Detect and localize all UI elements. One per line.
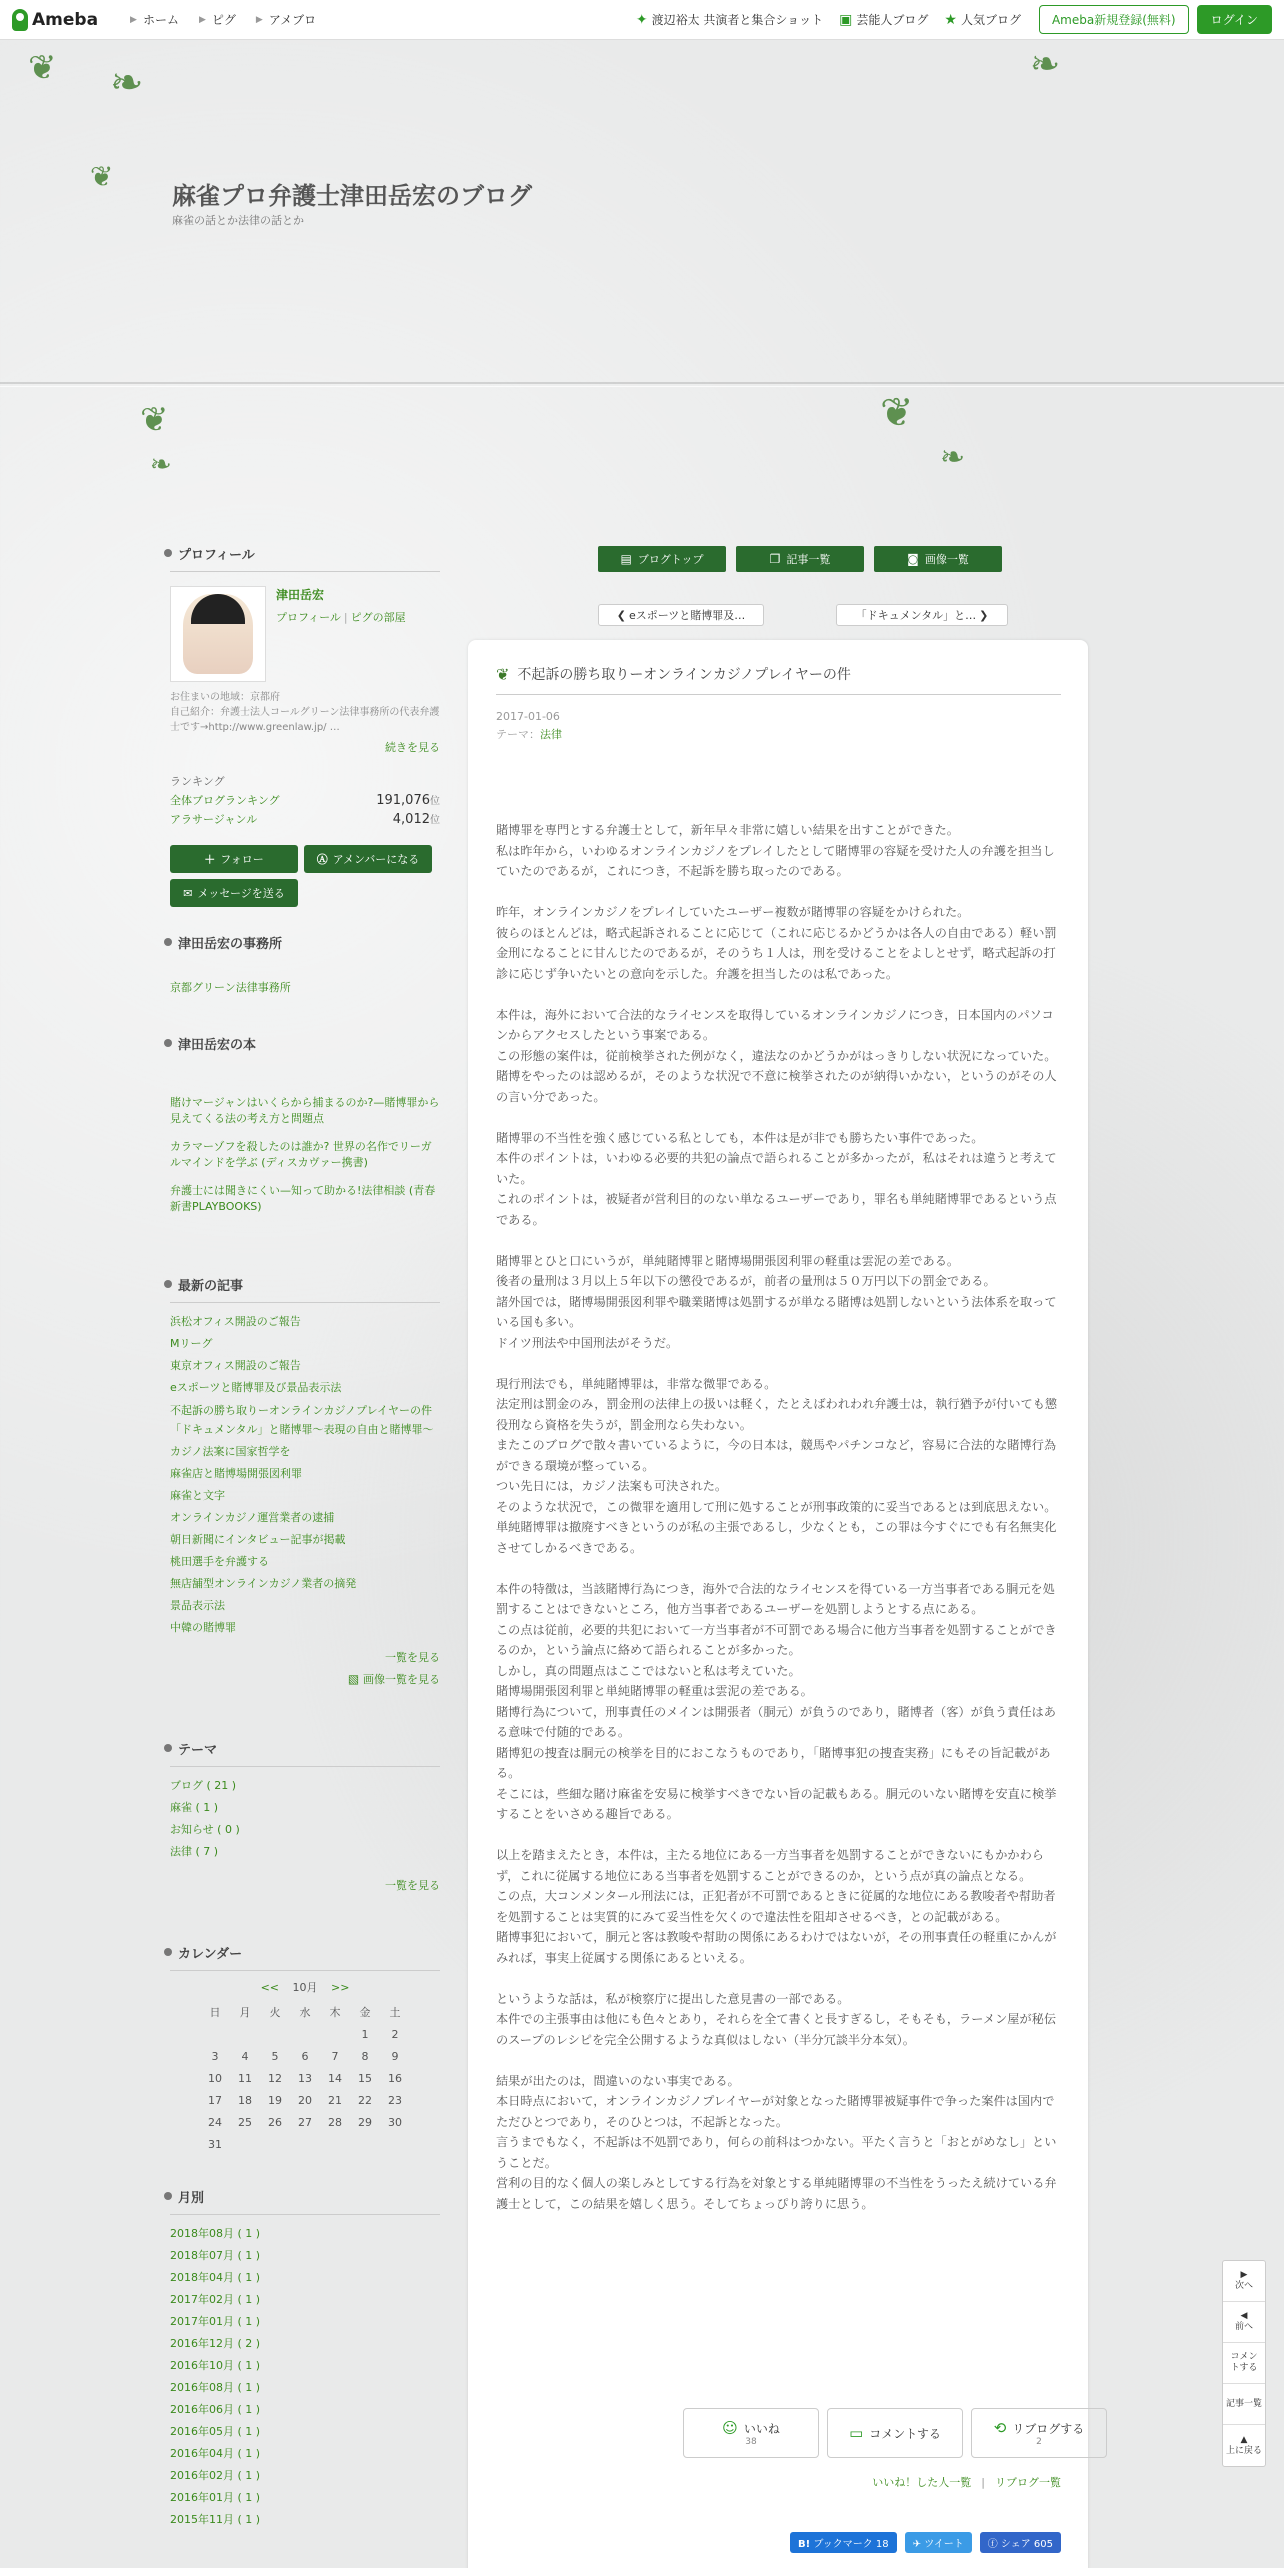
- top-bar: [0, 0, 1284, 40]
- message-label: メッセージを送る: [197, 887, 285, 900]
- amember-label: アメンバーになる: [332, 853, 420, 866]
- blog-title[interactable]: 麻雀プロ弁護士津田岳宏のブログ: [172, 182, 532, 210]
- floating-nav: [1222, 2260, 1266, 2467]
- triangle-icon: ▶: [198, 14, 206, 25]
- calendar-weekday: 火: [269, 2006, 281, 2019]
- month-archive-link[interactable]: 2018年07月 ( 1 ): [170, 2249, 261, 2262]
- calendar-weekday: 水: [299, 2006, 311, 2019]
- profile-link[interactable]: プロフィール: [276, 611, 341, 624]
- chat-icon: ▣: [839, 11, 853, 28]
- calendar-day: 24: [208, 2115, 222, 2129]
- reblog-list-link[interactable]: リブログ一覧: [995, 2476, 1061, 2489]
- calendar-day: 5: [271, 2049, 279, 2063]
- facebook-share-button[interactable]: [980, 2532, 1061, 2553]
- ameba-logo[interactable]: [12, 9, 98, 31]
- calendar-header: [170, 1979, 440, 1995]
- float-articles-button[interactable]: [1223, 2384, 1265, 2425]
- image-icon: ▧: [347, 1672, 360, 1686]
- play-icon: ▶: [1240, 2270, 1248, 2280]
- profile-heading: プロフィール: [170, 540, 440, 572]
- books-heading: 津田岳宏の本: [170, 1030, 440, 1061]
- calendar-day: 28: [328, 2115, 342, 2129]
- reaction-buttons: [683, 2408, 1115, 2458]
- calendar-day: [230, 2133, 260, 2155]
- article-paragraph: というような話は，私が検察庁に提出した意見書の一部である。 本件での主張事由は他にも色々とあり，それらを全て書くと長すぎるし，そもそも，ラーメン屋が秘伝のスープのレシピを完全公開するような真似はしない（半分冗談半分本気）。: [496, 1991, 1057, 2047]
- recent-post-link[interactable]: 朝日新聞にインタビュー記事が掲載: [170, 1533, 346, 1546]
- popular-blog-label: 人気ブログ: [960, 13, 1021, 27]
- amember-button[interactable]: [304, 845, 432, 873]
- calendar-day: 21: [328, 2093, 342, 2107]
- celeb-blog-label: 芸能人ブログ: [856, 13, 929, 27]
- profile-area: お住まいの地域：京都府: [170, 692, 280, 703]
- comment-icon: ▭: [849, 2424, 864, 2442]
- top-right: [620, 5, 1284, 34]
- star-icon: ✦: [635, 11, 648, 28]
- nav-home[interactable]: [130, 11, 179, 28]
- rank-unit: 位: [430, 815, 440, 826]
- theme-label: テーマ：: [496, 728, 540, 741]
- article-theme: [496, 726, 562, 742]
- recent-more-link[interactable]: 一覧を見る: [385, 1651, 440, 1664]
- calendar-day: 15: [358, 2071, 372, 2085]
- calendar-day: 16: [388, 2071, 402, 2085]
- calendar-day: 26: [268, 2115, 282, 2129]
- rank-unit: 位: [430, 796, 440, 807]
- article-paragraph: 本件は，海外において合法的なライセンスを取得しているオンラインカジノにつき，日本国内のパソコンからアクセスしたという事案である。 この形態の案件は，従前検挙された例がなく，違法なのかどうかがはっきりしない状況になっていた。 賭博をやったのは認めるが，そのような状況で不意に検挙されたのが納得いかない，というのがその人の言い分であった。: [496, 1007, 1057, 1104]
- calendar-day: 25: [238, 2115, 252, 2129]
- theme-link[interactable]: お知らせ ( 0 ): [170, 1823, 240, 1836]
- liked-users-link[interactable]: いいね！した人一覧: [872, 2476, 972, 2489]
- message-button[interactable]: [170, 879, 298, 907]
- book-link[interactable]: カラマーゾフを殺したのは誰か? 世界の名作でリーガルマインドを学ぶ (ディスカヴァー携書): [170, 1140, 432, 1169]
- reblog-label: リブログする: [1012, 2421, 1085, 2436]
- reblog-button[interactable]: [971, 2408, 1107, 2458]
- calendar-prev[interactable]: <<: [260, 1981, 279, 1994]
- trending-link[interactable]: [636, 11, 823, 28]
- calendar-day: [320, 2023, 350, 2045]
- reblog-count: 2: [1036, 2437, 1042, 2447]
- profile-more-link[interactable]: 続きを見る: [385, 741, 440, 754]
- wall-divider: [0, 382, 1284, 384]
- blog-nav: [598, 546, 1012, 572]
- month-archive-link[interactable]: 2016年08月 ( 1 ): [170, 2381, 261, 2394]
- reaction-links: [872, 2474, 1061, 2490]
- calendar-day: [320, 2133, 350, 2155]
- triangle-icon: ▶: [255, 14, 263, 25]
- popular-blog-link[interactable]: [944, 11, 1021, 28]
- prev-article-link[interactable]: [598, 604, 764, 626]
- avatar[interactable]: [170, 586, 266, 682]
- profile-meta: [170, 690, 440, 735]
- bookmark-label: ブックマーク: [813, 2539, 873, 2550]
- nav-home-label: ホーム: [142, 13, 179, 27]
- hatena-icon: B!: [798, 2539, 811, 2550]
- article-title-row: [496, 664, 1061, 695]
- calendar-day: [260, 2133, 290, 2155]
- recent-post-link[interactable]: オンラインカジノ運営業者の逮捕: [170, 1511, 335, 1524]
- monthly-archive: [170, 2183, 440, 2531]
- copy-icon: ❐: [769, 552, 781, 566]
- calendar-day: 13: [298, 2071, 312, 2085]
- article-paragraph: 昨年，オンラインカジノをプレイしていたユーザー複数が賭博罪の容疑をかけられた。 彼らのほとんどは，略式起訴されることに応じて（これに応じるかどうかは各人の自由である）軽い罰金刑になることに甘んじたのであるが，そのうち１人は，刑を受けることをよしとせず，略式起訴の打診に応じず争いたいとの意向を示した。弁護を担当したのは私であった。: [496, 905, 1057, 981]
- fb-share-label: シェア: [1000, 2539, 1031, 2550]
- article-list-button[interactable]: [736, 546, 864, 572]
- article-list-label: 記事一覧: [786, 553, 831, 566]
- plus-icon: ＋: [204, 853, 216, 866]
- ivy-decoration: ❧: [110, 60, 144, 106]
- nav-pig[interactable]: [199, 11, 236, 28]
- article-paragraph: 現行刑法でも，単純賭博罪は，非常な微罪である。 法定刑は罰金のみ，罰金刑の法律上の扱いは軽く，たとえばわれわれ弁護士は，執行猶予が付いても懲役刑なら資格を失うが，罰金刑なら失わない。 またこのブログで散々書いているように，今の日本は，競馬やパチンコなど，容易に合法的な賭博行為ができる環境が整っている。 つい先日には，カジノ法案も可決された。 そのような状況で，この微罪を適用して刑に処することが刑事政策的に妥当であるとは到底思えない。 単純賭博罪は撤廃すべきというのが私の主張であるし，少なくとも，この罪は今すぐにでも有名無実化させてしかるべきである。: [496, 1376, 1058, 1555]
- follow-row: [170, 845, 440, 873]
- celeb-blog-link[interactable]: [839, 11, 928, 28]
- ranking-label: ランキング: [170, 775, 225, 788]
- rank-all-row: [170, 792, 440, 808]
- calendar-day: 11: [238, 2071, 252, 2085]
- float-prev-label: 前へ: [1234, 2322, 1253, 2332]
- ivy-decoration: ❧: [1030, 44, 1061, 85]
- ivy-decoration: ❦: [28, 48, 57, 88]
- theme-link[interactable]: 法律: [540, 728, 562, 741]
- profile-info: [276, 586, 406, 682]
- mail-icon: ✉: [183, 886, 193, 900]
- login-button[interactable]: ログイン: [1197, 5, 1272, 34]
- calendar-heading: カレンダー: [170, 1939, 440, 1971]
- recent-post-link[interactable]: 浜松オフィス開設のご報告: [170, 1315, 301, 1328]
- calendar-day: [230, 2023, 260, 2045]
- recent-post-link[interactable]: 麻雀と文字: [170, 1489, 225, 1502]
- calendar-day: 7: [331, 2049, 339, 2063]
- calendar-day: 1: [361, 2027, 369, 2041]
- month-archive-link[interactable]: 2016年04月 ( 1 ): [170, 2447, 261, 2460]
- theme-link[interactable]: ブログ ( 21 ): [170, 1779, 237, 1792]
- ranking: [170, 773, 440, 827]
- float-prev-button[interactable]: [1223, 2302, 1265, 2343]
- profile-links: [276, 609, 406, 625]
- calendar-day: 8: [361, 2049, 369, 2063]
- calendar-weekday: 月: [239, 2006, 251, 2019]
- ivy-decoration: ❦: [90, 160, 114, 193]
- article: [468, 640, 1088, 2568]
- float-comment-button[interactable]: [1223, 2343, 1265, 2384]
- register-button[interactable]: Ameba新規登録(無料): [1039, 5, 1189, 34]
- article-body: [496, 820, 1061, 2235]
- next-article-link[interactable]: [836, 604, 1008, 626]
- article-title: 不起訴の勝ち取りーオンラインカジノプレイヤーの件: [517, 667, 851, 683]
- calendar-day: 19: [268, 2093, 282, 2107]
- recent-post-link[interactable]: 不起訴の勝ち取りーオンラインカジノプレイヤーの件: [170, 1404, 433, 1417]
- avatar-image: [183, 594, 253, 674]
- float-top-label: 上に戻る: [1225, 2445, 1262, 2456]
- office-heading: 津田岳宏の事務所: [170, 929, 440, 960]
- article-paragraph: 結果が出たのは，間違いのない事実である。 本日時点において，オンラインカジノプレイヤーが対象となった賭博罪被疑事件で争った案件は国内でただひとつであり，そのひとつは，不起訴となった。 言うまでもなく，不起訴は不処罰であり，何らの前科はつかない。平たく言うと「おとがめなし」ということだ。 営利の目的なく個人の楽しみとしてする行為を対象とする単純賭博罪の不当性をうったえ続けている弁護士として，この結果を嬉しく思う。そしてちょっぴり誇りに思う。: [496, 2073, 1057, 2211]
- article-date: 2017-01-06: [496, 710, 560, 723]
- theme-heading: テーマ: [170, 1735, 440, 1767]
- rank-genre-value: 4,012: [392, 812, 430, 827]
- prev-article-label: eスポーツと賭博罪及…: [628, 609, 746, 622]
- ivy-decoration: ❧: [940, 440, 966, 475]
- play-back-icon: ◀: [1240, 2311, 1248, 2321]
- twitter-icon: ✈: [912, 2539, 922, 2550]
- float-top-button[interactable]: [1223, 2425, 1265, 2466]
- amember-icon: Ⓐ: [316, 853, 328, 866]
- arrow-up-icon: ▲: [1240, 2434, 1248, 2445]
- calendar-day: 2: [391, 2027, 399, 2041]
- like-count: 38: [745, 2437, 757, 2447]
- article-paragraph: 賭博罪の不当性を強く感じている私としても，本件は是が非でも勝ちたい事件であった。 本件のポイントは，いわゆる必要的共犯の論点で語られることが多かったが，私はそれは違うと考えていた。 これのポイントは，被疑者が営利目的のない単なるユーザーであり，罪名も単純賭博罪であるという点である。: [496, 1130, 1057, 1227]
- themes: [170, 1735, 440, 1897]
- recent-post-link[interactable]: 「ドキュメンタル」と賭博罪～表現の自由と賭博罪～: [170, 1423, 434, 1436]
- logo-text: Ameba: [32, 9, 99, 30]
- tweet-label: ツイート: [924, 2539, 964, 2550]
- image-list-button[interactable]: [874, 546, 1002, 572]
- document-icon: ▤: [620, 552, 632, 566]
- month-archive-link[interactable]: 2017年01月 ( 1 ): [170, 2315, 261, 2328]
- recent-posts: [170, 1271, 440, 1691]
- rank-all-value: 191,076: [376, 793, 430, 808]
- nav-ameblo[interactable]: [256, 11, 316, 28]
- recent-post-link[interactable]: 景品表示法: [170, 1599, 225, 1612]
- blog-top-button[interactable]: [598, 546, 726, 572]
- calendar-day: [290, 2133, 320, 2155]
- calendar: [170, 1939, 440, 2155]
- calendar-day: [260, 2023, 290, 2045]
- calendar-next[interactable]: >>: [331, 1981, 350, 1994]
- recent-post-link[interactable]: 麻雀店と賭博場開張図利罪: [170, 1467, 302, 1480]
- calendar-day: 30: [388, 2115, 402, 2129]
- ivy-decoration: ❦: [880, 390, 914, 436]
- like-label: いいね: [743, 2421, 780, 2436]
- calendar-day: 9: [391, 2049, 399, 2063]
- calendar-weekday: 金: [359, 2006, 371, 2019]
- theme-more-link[interactable]: 一覧を見る: [385, 1879, 440, 1892]
- month-archive-link[interactable]: 2016年01月 ( 1 ): [170, 2491, 261, 2504]
- recent-post-link[interactable]: 桃田選手を弁護する: [170, 1555, 269, 1568]
- book-link[interactable]: 賭けマージャンはいくらから捕まるのか?—賭博罪から見えてくる法の考え方と問題点: [170, 1096, 440, 1125]
- separator: |: [343, 611, 348, 624]
- reblog-icon: ⟲: [993, 2419, 1007, 2437]
- calendar-day: 6: [301, 2049, 309, 2063]
- month-archive-link[interactable]: 2017年02月 ( 1 ): [170, 2293, 261, 2306]
- comment-label: コメントする: [869, 2426, 941, 2441]
- bookmark-count: 18: [875, 2539, 889, 2550]
- recent-post-link[interactable]: 中韓の賭博罪: [170, 1621, 236, 1634]
- article-paragraph: 本件の特徴は，当該賭博行為につき，海外で合法的なライセンスを得ている一方当事者である胴元を処罰することはできないところ，他方当事者であるユーザーを処罰しようとする点にある。 この点は従前，必要的共犯において一方当事者が不可罰である場合に他方当事者を処罰することができるのか，という論点に絡めて語られることが多かった。 しかし，真の問題点はここではないと私は考えていた。 賭博場開張図利罪と単純賭博罪の軽重は雲泥の差である。 賭博行為について，刑事責任のメインは開張者（胴元）が負うのであり，賭博者（客）が負う責任はある意味で付随的である。 賭博犯の捜査は胴元の検挙を目的におこなうものであり，「賭博事犯の捜査実務」にもその旨記載がある。 そこには，些細な賭け麻雀を安易に検挙すべきでない旨の記載もある。胴元のいない賭博を安直に検挙することをいさめる趣旨である。: [496, 1581, 1057, 1821]
- rank-all-link[interactable]: 全体ブログランキング: [170, 794, 280, 807]
- calendar-day: 18: [238, 2093, 252, 2107]
- calendar-weekday: 日: [209, 2006, 221, 2019]
- smile-icon: ☺: [722, 2419, 738, 2437]
- calendar-day: [200, 2023, 230, 2045]
- ameba-logo-icon: [12, 9, 28, 31]
- recent-post-link[interactable]: Mリーグ: [170, 1337, 213, 1350]
- office-link[interactable]: 京都グリーン法律事務所: [170, 981, 291, 994]
- float-articles-label: 記事一覧: [1225, 2398, 1262, 2409]
- month-archive-link[interactable]: 2016年02月 ( 1 ): [170, 2469, 261, 2482]
- month-archive-link[interactable]: 2016年10月 ( 1 ): [170, 2359, 261, 2372]
- article-paragraph: 賭博罪を専門とする弁護士として，新年早々非常に嬉しい結果を出すことができた。 私は昨年から，いわゆるオンラインカジノをプレイしたとして賭博罪の容疑を受けた人の弁護を担当していたのであるが，これにつき，不起訴を勝ち取ったのである。: [496, 823, 1055, 878]
- next-article-label: 「ドキュメンタル」と…: [855, 609, 977, 622]
- theme-link[interactable]: 麻雀 ( 1 ): [170, 1801, 219, 1814]
- calendar-day: [350, 2133, 380, 2155]
- float-next-label: 次へ: [1234, 2281, 1253, 2291]
- like-button[interactable]: [683, 2408, 819, 2458]
- recent-post-link[interactable]: 東京オフィス開設のご報告: [170, 1359, 301, 1372]
- profile-name[interactable]: 津田岳宏: [276, 588, 325, 602]
- calendar-weekday: 木: [329, 2006, 341, 2019]
- top-nav: [110, 11, 316, 28]
- calendar-day: 29: [358, 2115, 372, 2129]
- calendar-day: 23: [388, 2093, 402, 2107]
- calendar-grid: [200, 2001, 410, 2155]
- calendar-day: 3: [211, 2049, 219, 2063]
- article-paragraph: 賭博罪とひと口にいうが，単純賭博罪と賭博場開張図利罪の軽重は雲泥の差である。 後者の量刑は３月以上５年以下の懲役であるが，前者の量刑は５０万円以下の罰金である。 諸外国では，賭博場開張図利罪や職業賭博は処罰するが単なる賭博は処罰しないという法体系を取っている国も多い。 ドイツ刑法や中国刑法がそうだ。: [496, 1253, 1057, 1350]
- fb-count: 605: [1033, 2539, 1053, 2550]
- calendar-day: 10: [208, 2071, 222, 2085]
- ivy-decoration: ❧: [150, 450, 172, 480]
- month-archive-link[interactable]: 2018年04月 ( 1 ): [170, 2271, 261, 2284]
- recent-post-link[interactable]: カジノ法案に国家哲学を: [170, 1445, 291, 1458]
- float-comment-label: コメントする: [1230, 2352, 1258, 2373]
- pig-room-link[interactable]: ピグの部屋: [350, 611, 406, 624]
- image-list-link[interactable]: 画像一覧を見る: [363, 1673, 440, 1686]
- calendar-month: 10月: [292, 1981, 318, 1994]
- separator: |: [981, 2476, 985, 2489]
- recent-heading: 最新の記事: [170, 1271, 440, 1303]
- calendar-day: 4: [241, 2049, 249, 2063]
- rank-genre-link[interactable]: アラサージャンル: [170, 813, 258, 826]
- month-archive-link[interactable]: 2016年06月 ( 1 ): [170, 2403, 261, 2416]
- camera-icon: ◙: [907, 552, 919, 566]
- article-paragraph: 以上を踏まえたとき，本件は，主たる地位にある一方当事者を処罰することができないにもかかわらず，これに従属する地位にある当事者を処罰することができるのか，という点が真の論点となる。 この点，大コンメンタール刑法には，正犯者が不可罰であるときに従属的な地位にある教唆者や幇助者を処罰することは実質的にみて妥当性を欠くので違法性を阻却させるべき，との記載がある。 賭博事犯において，胴元と客は教唆や幇助の関係にあるわけではないが，その刑事責任の軽重にかんがみれば，事実上従属する関係にあるといえる。: [496, 1848, 1057, 1965]
- facebook-icon: ⓕ: [987, 2539, 998, 2550]
- share-buttons: [782, 2532, 1061, 2553]
- profile-intro: 自己紹介：弁護士法人コールグリーン法律事務所の代表弁護士です→http://www.greenlaw.jp/ …: [170, 707, 440, 733]
- wall-divider-highlight: [0, 386, 1284, 387]
- month-archive-link[interactable]: 2016年05月 ( 1 ): [170, 2425, 261, 2438]
- crown-icon: ★: [944, 11, 957, 28]
- triangle-icon: ▶: [130, 14, 137, 25]
- leaf-icon: ❦: [496, 664, 510, 684]
- recent-post-link[interactable]: 無店舗型オンラインカジノ業者の摘発: [170, 1577, 357, 1590]
- follow-label: フォロー: [220, 853, 264, 866]
- hatena-bookmark-button[interactable]: [790, 2532, 897, 2553]
- chevron-left-icon: ❮: [616, 608, 626, 622]
- calendar-day: 31: [208, 2137, 222, 2151]
- calendar-day: [380, 2133, 410, 2155]
- rank-genre-row: [170, 811, 440, 827]
- month-archive-link[interactable]: 2016年12月 ( 2 ): [170, 2337, 261, 2350]
- follow-button[interactable]: [170, 845, 298, 873]
- comment-button[interactable]: [827, 2408, 963, 2458]
- book-link[interactable]: 弁護士には聞きにくい—知って助かる!法律相談 (青春新書PLAYBOOKS): [170, 1184, 436, 1213]
- calendar-day: 17: [208, 2093, 222, 2107]
- calendar-day: 22: [358, 2093, 372, 2107]
- calendar-weekday: 土: [389, 2006, 401, 2019]
- month-archive-link[interactable]: 2015年11月 ( 1 ): [170, 2513, 261, 2526]
- blog-top-label: ブログトップ: [637, 553, 704, 566]
- calendar-day: 14: [328, 2071, 342, 2085]
- nav-ameblo-label: アメブロ: [268, 13, 317, 27]
- calendar-day: 20: [298, 2093, 312, 2107]
- float-next-button[interactable]: [1223, 2261, 1265, 2302]
- trending-label: 渡辺裕太 共演者と集合ショット: [651, 13, 824, 27]
- month-archive-link[interactable]: 2018年08月 ( 1 ): [170, 2227, 261, 2240]
- chevron-right-icon: ❯: [979, 608, 989, 622]
- calendar-day: [290, 2023, 320, 2045]
- calendar-day: 12: [268, 2071, 282, 2085]
- ivy-decoration: ❦: [140, 400, 169, 440]
- calendar-day: 27: [298, 2115, 312, 2129]
- sidebar: [170, 540, 440, 2531]
- month-heading: 月別: [170, 2183, 440, 2215]
- nav-pig-label: ピグ: [211, 13, 236, 27]
- image-list-label: 画像一覧: [924, 553, 969, 566]
- theme-link[interactable]: 法律 ( 7 ): [170, 1845, 219, 1858]
- recent-post-link[interactable]: eスポーツと賭博罪及び景品表示法: [170, 1381, 342, 1394]
- blog-description: 麻雀の話とか法律の話とか: [172, 214, 304, 227]
- tweet-button[interactable]: [905, 2532, 972, 2553]
- profile-block: [170, 586, 440, 682]
